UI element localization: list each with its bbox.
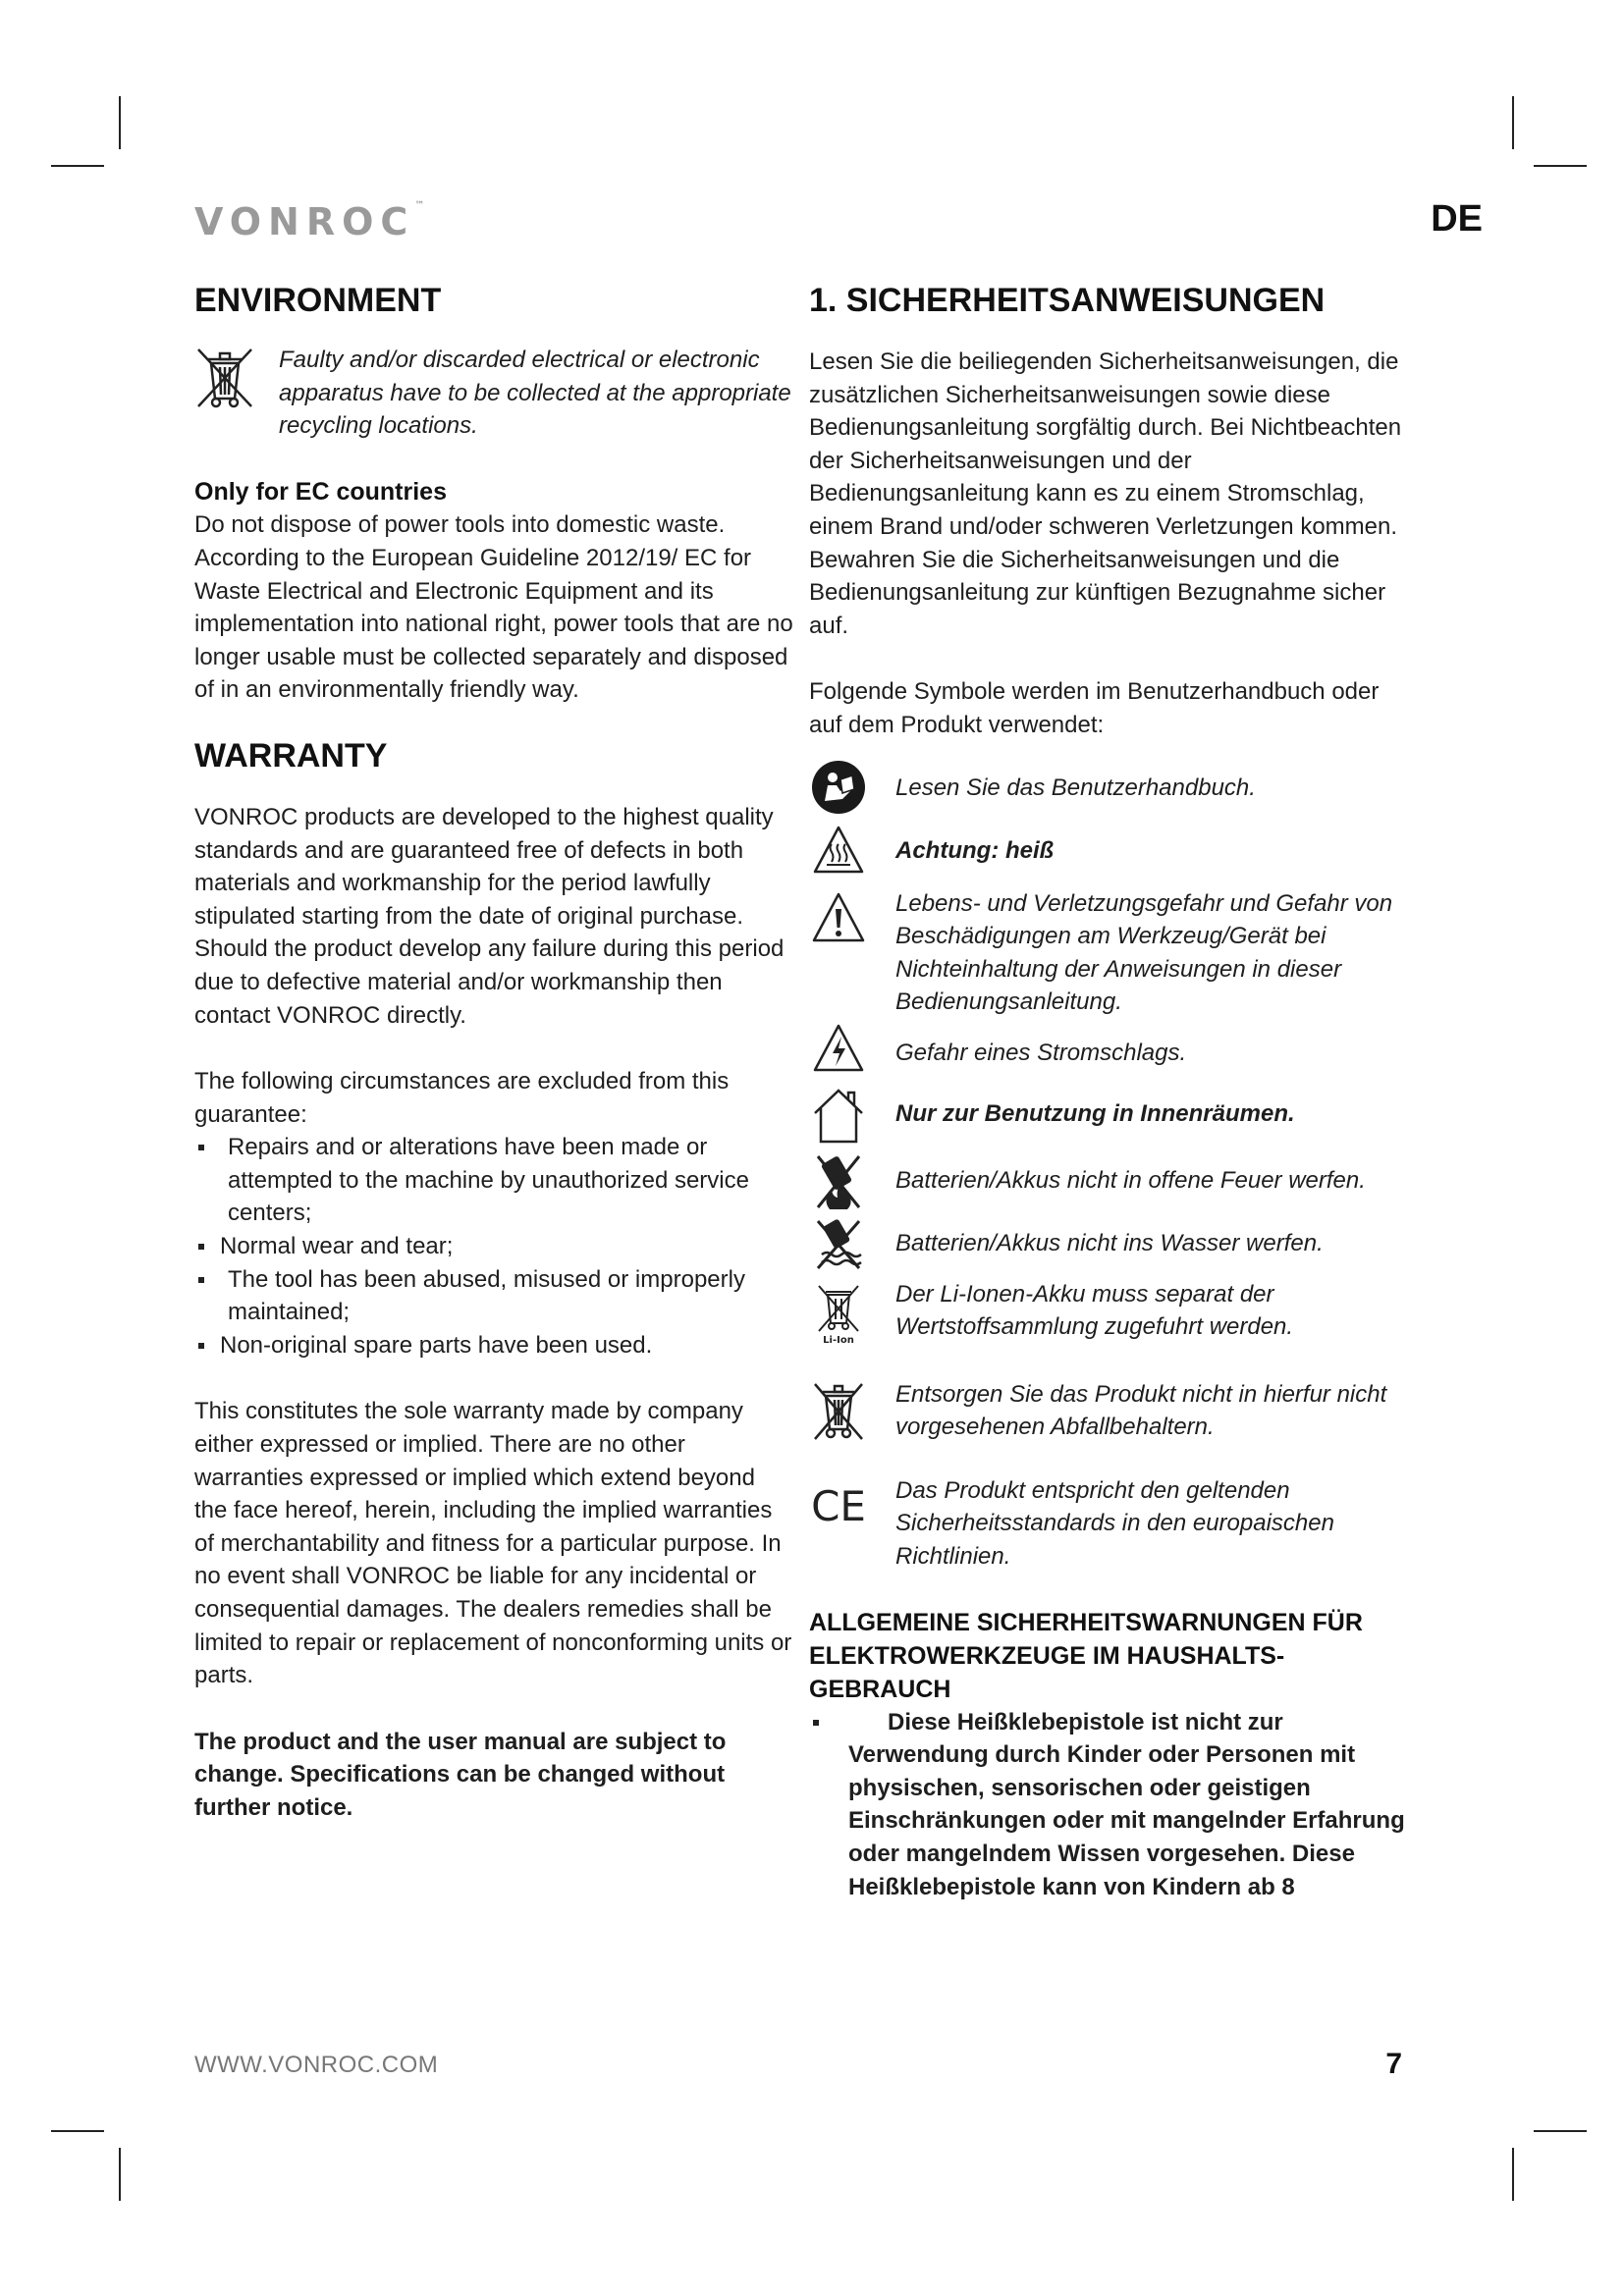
language-code: DE [1431,198,1483,240]
footer-url: WWW.VONROC.COM [194,2052,439,2078]
crop-mark [1512,96,1514,149]
symbol-text: Entsorgen Sie das Produkt nicht in hierfur nicht vorgesehenen Abfallbehaltern. [895,1380,1387,1441]
general-warnings-heading: ALLGEMEINE SICHERHEITSWARNUNGEN FÜR ELEKTROWERKZEUGE IM HAUSHALTS-GEBRAUCH [809,1608,1363,1703]
list-item: Normal wear and tear; [194,1230,793,1263]
svg-text:CE: CE [811,1483,866,1527]
crop-mark [51,2130,104,2132]
electric-shock-icon [809,1023,868,1074]
no-fire-battery-icon [809,1152,868,1211]
ce-mark-icon [809,1478,868,1527]
warranty-exclusions-intro: The following circumstances are excluded from this guarantee: [194,1068,730,1128]
list-item: Diese Heißklebepistole ist nicht zur Verwendung durch Kinder oder Personen mit physischen, sensorischen oder geistigen Einschränkungen oder mit mangelnder Erfahrung oder mangelndem Wissen vorgesehen. Diese Heißklebepistole kann von Kindern ab 8 [809,1706,1413,1904]
symbol-list [809,760,1413,1588]
ec-countries-heading: Only for EC countries [194,477,447,506]
symbol-text: Der Li-Ionen-Akku muss separat der Wertstoffsammlung zugefuhrt werden. [895,1280,1294,1341]
symbol-text: Batterien/Akkus nicht in offene Feuer werfen. [895,1166,1366,1194]
weee-bin-icon [194,346,255,415]
symbol-text: Achtung: heiß [895,836,1055,864]
symbol-row [809,1478,1413,1588]
safety-intro: Lesen Sie die beiliegenden Sicherheitsanweisungen, die zusätzlichen Sicherheitsanweisungen sowie diese Bedienungsanleitung sorgfältig durch. Bei Nichtbeachten der Sicherheitsanweisungen und der Bedienungsanleitung kann es zu einem Stromschlag, einem Brand und/oder schweren Verletzungen kommen. Bewahren Sie die Sicherheitsanweisungen und die Bedienungsanleitung zur künftigen Bezugnahme sicher auf. [809,348,1402,639]
crop-mark [119,2148,121,2201]
recycling-notice-text: Faulty and/or discarded electrical or electronic apparatus have to be collected at the appropriate recycling locations. [279,347,791,440]
crop-mark [51,165,104,167]
symbol-text: Das Produkt entspricht den geltenden Sicherheitsstandards in den europaischen Richtlinien. [895,1476,1334,1570]
symbol-row [809,1088,1413,1152]
svg-text:Li-Ion: Li-Ion [823,1334,854,1345]
crop-mark [119,96,121,149]
symbol-row [809,1282,1413,1380]
safety-title: 1. SICHERHEITSANWEISUNGEN [809,282,1326,319]
list-item: Non-original spare parts have been used. [194,1329,793,1362]
ec-countries-text: Do not dispose of power tools into domestic waste. According to the European Guideline 2012/19/ EC for Waste Electrical and Electronic Equipment and its implementation into national right, power tools that are no longer usable must be collected separately and disposed of in an environmentally friendly way. [194,511,793,704]
read-manual-icon [809,760,868,815]
symbol-row [809,1023,1413,1088]
symbol-row [809,760,1413,825]
li-ion-disposal-icon [809,1282,868,1345]
indoor-use-icon [809,1088,868,1145]
crop-mark [1534,165,1587,167]
symbol-text: Gefahr eines Stromschlags. [895,1039,1187,1066]
symbol-row [809,891,1413,1023]
page-number: 7 [1385,2048,1402,2080]
symbol-row [809,825,1413,889]
warranty-title: WARRANTY [194,736,388,774]
symbol-text: Nur zur Benutzung in Innenräumen. [895,1099,1295,1127]
brand-logo: VONROC™ [194,200,425,243]
symbol-text: Lesen Sie das Benutzerhandbuch. [895,774,1256,801]
crop-mark [1534,2130,1587,2132]
no-water-battery-icon [809,1217,868,1272]
weee-bin-icon [809,1380,868,1443]
sole-warranty-text: This constitutes the sole warranty made by company either expressed or implied. There are no other warranties expressed or implied which extend beyond the face hereof, herein, including the implied warranties of merchantability and fitness for a particular purpose. In no event shall VONROC be liable for any incidental or consequential damages. The dealers remedies shall be limited to repair or replacement of nonconforming units or parts. [194,1398,792,1689]
warranty-intro: VONROC products are developed to the highest quality standards and are guaranteed free of defects in both materials and workmanship for the period lawfully stipulated starting from the date of original purchase. Should the product develop any failure during this period due to defective material and/or workmanship then contact VONROC directly. [194,803,785,1029]
list-item: Repairs and or alterations have been made or attempted to the machine by unauthorized service centers; [194,1131,793,1230]
hot-surface-icon [809,825,868,876]
left-column [194,277,793,1825]
list-item: The tool has been abused, misused or improperly maintained; [194,1263,793,1329]
right-column [809,277,1413,1903]
symbol-text: Batterien/Akkus nicht ins Wasser werfen. [895,1229,1324,1256]
environment-title: ENVIRONMENT [194,282,442,319]
recycling-notice [194,344,793,443]
symbols-intro: Folgende Symbole werden im Benutzerhandbuch oder auf dem Produkt verwendet: [809,678,1380,738]
warranty-exclusions-list [194,1131,793,1362]
warning-icon [809,891,868,944]
crop-mark [1512,2148,1514,2201]
symbol-text: Lebens- und Verletzungsgefahr und Gefahr von Beschädigungen am Werkzeug/Gerät bei Nichteinhaltung der Anweisungen in dieser Bedienungsanleitung. [895,889,1393,1016]
general-warnings-list [809,1706,1413,1904]
symbol-row [809,1152,1413,1217]
symbol-row [809,1380,1413,1478]
change-notice: The product and the user manual are subject to change. Specifications can be changed without further notice. [194,1728,727,1821]
symbol-row [809,1217,1413,1282]
